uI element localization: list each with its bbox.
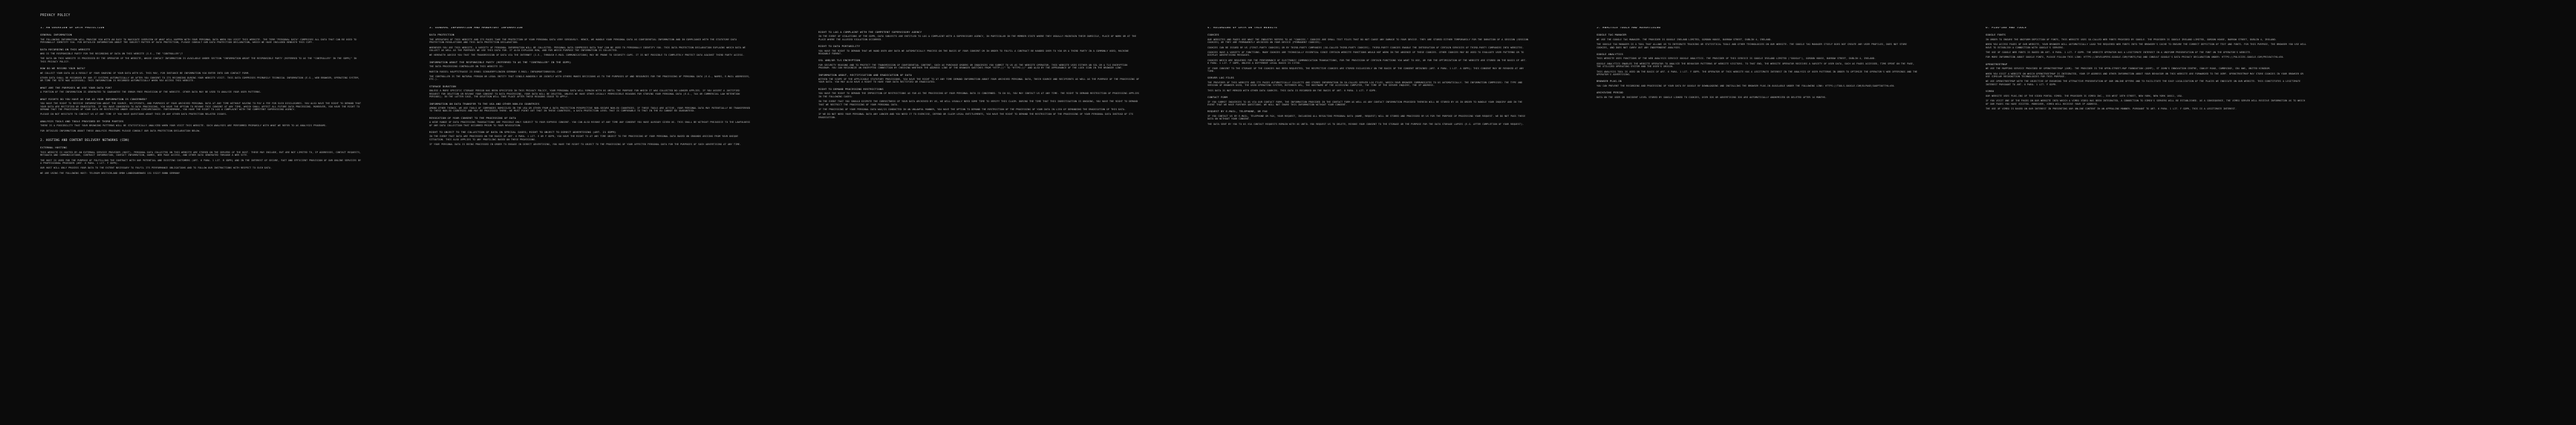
paragraph: THE DATA PROCESSING CONTROLLER ON THIS WEBSITE IS: [429,65,504,68]
subsection-heading: DATA RECORDING ON THIS WEBSITE [40,47,91,51]
paragraph: FOR DETAILED INFORMATION ABOUT THESE ANALYSIS PROGRAMS PLEASE CONSULT OUR DATA PROTECTION DECLARATION BELOW. [40,129,201,132]
subsection-heading: INFORMATION ABOUT THE RESPONSIBLE PARTY (REFERRED TO AS THE "CONTROLLER" IN THE GDPR) [429,60,572,64]
paragraph: IF YOU SUBMIT INQUIRIES TO US VIA OUR CONTACT FORM, THE INFORMATION PROVIDED IN THE CONTACT FORM AS WELL AS ANY CONTACT INFORMATION PROVIDED THEREIN WILL BE STORED BY US IN ORDER TO HANDLE YOUR INQUIRY AND IN THE EVENT THAT WE HAVE FURTHER QUESTIONS. WE WILL NOT SHARE THIS INFORMATION WITHOUT YOUR CONSENT. [1208,100,1523,106]
paragraph: WHEN YOU ACCESS PAGES OF OUR WEBSITE, YOUR BROWSER WILL AUTOMATICALLY LOAD THE REQUIRED WEB FONTS INTO THE BROWSER'S CACHE TO ENSURE THE CORRECT DEPICTION OF TEXT AND FONTS. FOR THIS PURPOSE, THE BROWSER YOU USE WILL HAVE TO ESTABLISH A CONNECTION WITH GOOGLE'S SERVERS. [1986,43,2307,49]
paragraph: AMONG OTHER THINGS, WE USE TOOLS OF COMPANIES DOMICILED IN THE USA OR OTHER FROM A DATA PROTECTION PERSPECTIVE NON-SECURE NON-EU COUNTRIES. IF THESE TOOLS ARE ACTIVE, YOUR PERSONAL DATA MAY POTENTIALLY BE TRANSFERRED TO THESE NON-EU COUNTRIES AND MAY BE PROCESSED THERE. WE MUST POINT OUT THAT IN THESE COUNTRIES, A DATA PROTECTION LEVEL THAT IS COMPARABLE TO THAT IN THE EU CANNOT BE GUARANTEED. [429,106,751,113]
paragraph: THIS WEBSITE IS HOSTED BY AN EXTERNAL SERVICE PROVIDER (HOST). PERSONAL DATA COLLECTED ON THIS WEBSITE ARE STORED ON THE SERVERS OF THE HOST. THESE MAY INCLUDE, BUT ARE NOT LIMITED TO, IP ADDRESSES, CONTACT REQUESTS, METADATA AND COMMUNICATIONS, CONTRACT INFORMATION, CONTACT INFORMATION, NAMES, WEB PAGE ACCESS, AND OTHER DATA GENERATED THROUGH A WEB SITE. [40,150,362,157]
paragraph: WE ARE USING THE FOLLOWING HOST: TELEKOM DEUTSCHLAND GMBH LANDGRABENWEG 151 53227 BONN GERMANY [40,171,180,175]
section-heading: 4. RECORDING OF DATA ON THIS WEBSITE [1208,27,1278,30]
paragraph: COOKIES HAVE A VARIETY OF FUNCTIONS. MANY COOKIES ARE TECHNICALLY ESSENTIAL SINCE CERTAIN WEBSITE FUNCTIONS WOULD NOT WORK IN THE ABSENCE OF THESE COOKIES. OTHER COOKIES MAY BE USED TO EVALUATE USER PATTERNS OR TO DISPLAY ADVERTISING MESSAGES. [1208,51,1524,57]
paragraph: THE CONTROLLER IS THE NATURAL PERSON OR LEGAL ENTITY THAT SINGLE-HANDEDLY OR JOINTLY WITH OTHERS MAKES DECISIONS AS TO THE PURPOSES OF AND RESOURCES FOR THE PROCESSING OF PERSONAL DATA (E.G., NAMES, E-MAIL ADDRESSES, ETC.). [429,75,751,81]
paragraph: WE USE OPENSTREETMAP WITH THE OBJECTIVE OF ENSURING THE ATTRACTIVE PRESENTATION OF OUR ONLINE OFFERS AND TO FACILITATE THE EASY LOCALIZATION OF THE PLACES WE INDICATE ON OUR WEBSITE. THIS CONSTITUTES A LEGITIMATE INTEREST PURSUANT TO ART. 6 PARA. 1 LIT. F GDPR. [1986,80,2301,86]
subsection-heading: RIGHT TO OBJECT TO THE COLLECTION OF DATA IN SPECIAL CASES; RIGHT TO OBJECT TO DIRECT ADVERTISING (ART. 21 GDPR) [429,130,616,134]
policy-section [1986,27,2308,117]
policy-column [1986,27,2308,420]
subsection-heading: HOW DO WE RECORD YOUR DATA? [40,66,86,70]
subsection-heading: SSL AND/OR TLS ENCRYPTION [818,58,861,62]
paragraph: WE HEREWITH ADVISE YOU THAT THE TRANSMISSION OF DATA VIA THE INTERNET (I.E., THROUGH E-MAIL COMMUNICATIONS) MAY BE PRONE TO SECURITY GAPS. IT IS NOT POSSIBLE TO COMPLETELY PROTECT DATA AGAINST THIRD PARTY ACCESS. [429,54,745,57]
subsection-heading: ARCHIVING PERIOD [1597,91,1623,95]
section-heading: 6. PLUG-INS AND TOOLS [1986,27,2027,30]
paragraph: WHO IS THE RESPONSIBLE PARTY FOR THE RECORDING OF DATA ON THIS WEBSITE (I.E., THE "CONTROLLER")? [40,52,183,56]
paragraph: IF THE PROCESSING OF YOUR PERSONAL DATA WAS/IS CONDUCTED IN AN UNLAWFUL MANNER, YOU HAVE THE OPTION TO DEMAND THE RESTRICTION OF THE PROCESSING OF YOUR DATA IN LIEU OF DEMANDING THE ERADICATION OF THIS DATA. [818,107,1126,111]
policy-column [1597,27,1919,420]
page-title: PRIVACY POLICY [40,14,70,17]
section-spacer [1986,112,2308,117]
section-heading: 5. ANALYSIS TOOLS AND ADVERTISING [1597,27,1661,30]
paragraph: YOU HAVE THE RIGHT TO DEMAND THAT WE HAND OVER ANY DATA WE AUTOMATICALLY PROCESS ON THE BASIS OF YOUR CONSENT OR IN ORDER TO FULFIL A CONTRACT BE HANDED OVER TO YOU OR A THIRD PARTY IN A COMMONLY USED, MACHINE READABLE FORMAT. [818,49,1129,56]
section-spacer [1597,101,1919,106]
paragraph: THE FOLLOWING INFORMATION WILL PROVIDE YOU WITH AN EASY TO NAVIGATE OVERVIEW OF WHAT WILL HAPPEN WITH YOUR PERSONAL DATA WHEN YOU VISIT THIS WEBSITE. THE TERM "PERSONAL DATA" COMPRISES ALL DATA THAT CAN BE USED TO PERSONALLY IDENTIFY YOU. FOR DETAILED INFORMATION ABOUT THE SUBJECT MATTER OF DATA PROTECTION, PLEASE CONSULT OUR DATA PROTECTION DECLARATION, WHICH WE HAVE INCLUDED BENEATH THIS COPY. [40,38,357,44]
paragraph: IF YOUR CONSENT TO THE STORAGE OF THE COOKIES HAS BEEN REQUESTED, THE RESPECTIVE COOKIES ARE STORED EXCLUSIVELY ON THE BASIS OF THE CONSENT OBTAINED (ART. 6 PARA. 1 LIT. A GDPR); THIS CONSENT MAY BE REVOKED AT ANY TIME. [1208,66,1524,73]
section-spacer [1208,128,1529,133]
subsection-heading: WHAT ARE THE PURPOSES WE USE YOUR DATA FOR? [40,85,112,89]
subsection-heading: GOOGLE FONTS [1986,33,2006,37]
policy-section [1597,27,1919,106]
paragraph: OTHER DATA SHALL BE RECORDED BY OUR IT SYSTEMS AUTOMATICALLY OR AFTER YOU CONSENT TO ITS RECORDING DURING YOUR WEBSITE VISIT. THIS DATA COMPRISES PRIMARILY TECHNICAL INFORMATION (E.G., WEB BROWSER, OPERATING SYSTEM, OR TIME THE SITE WAS ACCESSED). THIS INFORMATION IS RECORDED AUTOMATICALLY WHEN YOU ACCESS THIS WEBSITE. [40,77,360,83]
subsection-heading: REQUEST BY E-MAIL, TELEPHONE, OR FAX [1208,109,1268,113]
paragraph: WE USE THE GOOGLE TAG MANAGER. THE PROVIDER IS GOOGLE IRELAND LIMITED, GORDON HOUSE, BARROW STREET, DUBLIN 4, IRELAND. [1597,38,1772,41]
paragraph: A WIDE RANGE OF DATA PROCESSING TRANSACTIONS ARE POSSIBLE ONLY SUBJECT TO YOUR EXPRESS CONSENT. YOU CAN ALSO REVOKE AT ANY TIME ANY CONSENT YOU HAVE ALREADY GIVEN US. THIS SHALL BE WITHOUT PREJUDICE TO THE LAWFULNESS OF ANY DATA COLLECTION THAT OCCURRED PRIOR TO YOUR REVOCATION. [429,121,751,127]
policy-column [429,27,751,420]
paragraph: IN THE EVENT OF VIOLATIONS OF THE GDPR, DATA SUBJECTS ARE ENTITLED TO LOG A COMPLAINT WITH A SUPERVISORY AGENCY, IN PARTICULAR IN THE MEMBER STATE WHERE THEY USUALLY MAINTAIN THEIR DOMICILE, PLACE OF WORK OR AT THE PLACE WHERE THE ALLEGED VIOLATION OCCURRED. [818,35,1136,41]
paragraph: WE USE THE MAPPING SERVICE PROVIDED BY OPENSTREETMAP (OSM). THE PROVIDER IS THE OPEN-STREET-MAP FOUNDATION (OSMF), ST JOHN'S INNOVATION CENTRE, COWLEY ROAD, CAMBRIDGE, CB4 0WS, UNITED KINGDOM. [1986,67,2271,70]
paragraph: WHENEVER YOU USE THIS WEBSITE, A VARIETY OF PERSONAL INFORMATION WILL BE COLLECTED. PERSONAL DATA COMPRISES DATA THAT CAN BE USED TO PERSONALLY IDENTIFY YOU. THIS DATA PROTECTION DECLARATION EXPLAINS WHICH DATA WE COLLECT AS WELL AS THE PURPOSES WE USE THIS DATA FOR. IT ALSO EXPLAINS HOW, AND FOR WHICH PURPOSE THE INFORMATION IS COLLECTED. [429,46,746,52]
paragraph: THE USE OF VIMEO IS BASED ON OUR INTEREST IN PRESENTING OUR ONLINE CONTENT IN AN APPEALING MANNER. PURSUANT TO ART. 6 PARA. 1 LIT. F GDPR, THIS IS A LEGITIMATE INTEREST. [1986,107,2237,110]
paragraph: YOU HAVE THE RIGHT TO RECEIVE INFORMATION ABOUT THE SOURCE, RECIPIENTS, AND PURPOSES OF YOUR ARCHIVED PERSONAL DATA AT ANY TIME WITHOUT HAVING TO PAY A FEE FOR SUCH DISCLOSURES. YOU ALSO HAVE THE RIGHT TO DEMAND THAT YOUR DATA ARE RECTIFIED OR ERADICATED. IF YOU HAVE CONSENTED TO DATA PROCESSING, YOU HAVE THE OPTION TO REVOKE THIS CONSENT AT ANY TIME, WHICH SHALL AFFECT ALL FUTURE DATA PROCESSING. MOREOVER, YOU HAVE THE RIGHT TO DEMAND THAT THE PROCESSING OF YOUR DATA BE RESTRICTED UNDER CERTAIN CIRCUMSTANCES. FURTHERMORE, YOU HAVE THE RIGHT TO LOG A COMPLAINT WITH THE COMPETENT SUPERVISING AGENCY. [40,102,362,111]
policy-column [1208,27,1529,420]
subsection-heading: CONTACT FORM [1208,95,1228,99]
policy-column [40,27,362,420]
paragraph: THIS DATA IS NOT MERGED WITH OTHER DATA SOURCES. THIS DATA IS RECORDED ON THE BASIS OF ART. 6 PARA. 1 LIT. F GDPR. [1208,89,1377,92]
paragraph: THE GOOGLE TAG MANAGER IS A TOOL THAT ALLOWS US TO INTEGRATE TRACKING OR STATISTICAL TOOLS AND OTHER TECHNOLOGIES ON OUR WEBSITE. THE GOOGLE TAG MANAGER ITSELF DOES NOT CREATE ANY USER PROFILES, DOES NOT STORE COOKIES, AND DOES NOT CARRY OUT ANY INDEPENDENT ANALYSES. [1597,43,1907,49]
subsection-heading: RIGHT TO LOG A COMPLAINT WITH THE COMPETENT SUPERVISORY AGENCY [818,30,922,34]
paragraph: YOU CAN PREVENT THE RECORDING AND PROCESSING OF YOUR DATA BY GOOGLE BY DOWNLOADING AND INSTALLING THE BROWSER PLUG-IN AVAILABLE UNDER THE FOLLOWING LINK: HTTPS://TOOLS.GOOGLE.COM/DLPAGE/GAOPTOUT?HL=EN. [1597,84,1895,87]
paragraph: COOKIES CAN BE ISSUED BY US (FIRST-PARTY COOKIES) OR BY THIRD-PARTY COMPANIES (SO-CALLED THIRD-PARTY COOKIES). THIRD-PARTY COOKIES ENABLE THE INTEGRATION OF CERTAIN SERVICES OF THIRD-PARTY COMPANIES INTO WEBSITES. [1208,46,1524,49]
paragraph: THE USE OF GOOGLE WEB FONTS IS BASED ON ART. 6 PARA. 1 LIT. F GDPR. THE WEBSITE OPERATOR HAS A LEGITIMATE INTEREST IN A UNIFORM PRESENTATION OF THE FONT ON THE OPERATOR'S WEBSITE. [1986,51,2252,54]
policy-section [40,27,362,140]
subsection-heading: STORAGE DURATION [429,84,456,88]
paragraph: THIS WEBSITE USES FUNCTIONS OF THE WEB ANALYSIS SERVICE GOOGLE ANALYTICS. THE PROVIDER OF THIS SERVICE IS GOOGLE IRELAND LIMITED ("GOOGLE"), GORDON HOUSE, BARROW STREET, DUBLIN 4, IRELAND. [1597,57,1876,60]
paragraph: IN THE EVENT THAT YOU SHOULD DISPUTE THE CORRECTNESS OF YOUR DATA ARCHIVED BY US, WE WILL USUALLY NEED SOME TIME TO VERIFY THIS CLAIM. DURING THE TIME THAT THIS INVESTIGATION IS ONGOING, YOU HAVE THE RIGHT TO DEMAND THAT WE RESTRICT THE PROCESSING OF YOUR PERSONAL DATA. [818,100,1138,106]
policy-section [818,31,1140,126]
paragraph: OUR WEBSITES AND PAGES USE WHAT THE INDUSTRY REFERS TO AS "COOKIES." COOKIES ARE SMALL TEXT FILES THAT DO NOT CAUSE ANY DAMAGE TO YOUR DEVICE. THEY ARE STORED EITHER TEMPORARILY FOR THE DURATION OF A SESSION (SESSION COOKIES) OR THEY ARE PERMANENTLY ARCHIVED ON YOUR DEVICE (PERMANENT COOKIES). [1208,38,1529,44]
subsection-heading: GENERAL INFORMATION [40,33,72,37]
paragraph: OUR HOST WILL ONLY PROCESS YOUR DATA TO THE EXTENT NECESSARY TO FULFIL ITS PERFORMANCE OBLIGATIONS AND TO FOLLOW OUR INSTRUCTIONS WITH RESPECT TO SUCH DATA. [40,167,272,170]
subsection-heading: DATA PROTECTION [429,33,455,37]
paragraph: IF YOUR PERSONAL DATA IS BEING PROCESSED IN ORDER TO ENGAGE IN DIRECT ADVERTISING, YOU HAVE THE RIGHT TO OBJECT TO THE PROCESSING OF YOUR AFFECTED PERSONAL DATA FOR THE PURPOSES OF SUCH ADVERTISING AT ANY TIME. [429,143,741,146]
paragraph: UNLESS A MORE SPECIFIC STORAGE PERIOD HAS BEEN SPECIFIED IN THIS PRIVACY POLICY, YOUR PERSONAL DATA WILL REMAIN WITH US UNTIL THE PURPOSE FOR WHICH IT WAS COLLECTED NO LONGER APPLIES. IF YOU ASSERT A JUSTIFIED REQUEST FOR DELETION OR REVOKE YOUR CONSENT TO DATA PROCESSING, YOUR DATA WILL BE DELETED, UNLESS WE HAVE OTHER LEGALLY PERMISSIBLE REASONS FOR STORING YOUR PERSONAL DATA (E.G., TAX OR COMMERCIAL LAW RETENTION PERIODS); IN THE LATTER CASE, THE DELETION WILL TAKE PLACE AFTER THESE REASONS CEASE TO APPLY. [429,89,740,99]
paragraph: THE DATA SENT BY YOU TO US VIA CONTACT REQUESTS REMAIN WITH US UNTIL YOU REQUEST US TO DELETE, REVOKE YOUR CONSENT TO THE STORAGE OR THE PURPOSE FOR THE DATA STORAGE LAPSES (E.G. AFTER COMPLETION OF YOUR REQUEST). [1208,122,1524,126]
paragraph: THE DATA ON THIS WEBSITE IS PROCESSED BY THE OPERATOR OF THE WEBSITE, WHOSE CONTACT INFORMATION IS AVAILABLE UNDER SECTION "INFORMATION ABOUT THE RESPONSIBLE PARTY (REFERRED TO AS THE "CONTROLLER" IN THE GDPR)" IN THIS PRIVACY POLICY. [40,57,357,63]
section-heading: 3. GENERAL INFORMATION AND MANDATORY INFORMATION [429,27,523,30]
subsection-heading: BROWSER PLUG-IN [1597,79,1622,83]
paragraph: PLEASE DO NOT HESITATE TO CONTACT US AT ANY TIME IF YOU HAVE QUESTIONS ABOUT THIS OR ANY OTHER DATA PROTECTION RELATED ISSUES. [40,113,227,116]
paragraph: OUR WEBSITE USES PLUG-INS OF THE VIDEO PORTAL VIMEO. THE PROVIDER IS VIMEO INC., 555 WEST 18TH STREET, NEW YORK, NEW YORK 10011, USA. [1986,94,2184,97]
subsection-heading: EXTERNAL HOSTING [40,146,67,150]
policy-column [818,27,1140,420]
paragraph: IF WE DO NOT NEED YOUR PERSONAL DATA ANY LONGER AND YOU NEED IT TO EXERCISE, DEFEND OR CLAIM LEGAL ENTITLEMENTS, YOU HAVE THE RIGHT TO DEMAND THE RESTRICTION OF THE PROCESSING OF YOUR PERSONAL DATA INSTEAD OF ITS ERADICATION. [818,113,1134,119]
subsection-heading: VIMEO [1986,89,1994,93]
subsection-heading: SERVER LOG FILES [1208,76,1234,80]
subsection-heading: WHAT RIGHTS DO YOU HAVE AS FAR AS YOUR INFORMATION IS CONCERNED? [40,97,148,101]
subsection-heading: INFORMATION ABOUT, RECTIFICATION AND ERADICATION OF DATA [818,73,912,77]
paragraph: IN ORDER TO ENSURE THE UNIFORM DEPICTION OF FONTS, THIS WEBSITE USES SO-CALLED WEB FONTS PROVIDED BY GOOGLE. THE PROVIDER IS GOOGLE IRELAND LIMITED, GORDON HOUSE, BARROW STREET, DUBLIN 4, IRELAND. [1986,38,2277,41]
section-spacer [818,121,1140,126]
paragraph: IN THE EVENT THAT DATA ARE PROCESSED ON THE BASIS OF ART. 6 PARA. 1 LIT. E OR F GDPR, YOU HAVE THE RIGHT TO AT ANY TIME OBJECT TO THE PROCESSING OF YOUR PERSONAL DATA BASED ON GROUNDS ARISING FROM YOUR UNIQUE SITUATION. THIS ALSO APPLIES TO ANY PROFILING BASED ON THESE PROVISIONS. [429,135,739,141]
section-spacer [40,177,362,182]
paragraph: IF YOU VISIT ONE OF THE PAGES ON OUR WEBSITE INTO WHICH A VIMEO VIDEO HAS BEEN INTEGRATED, A CONNECTION TO VIMEO'S SERVERS WILL BE ESTABLISHED. AS A CONSEQUENCE, THE VIMEO SERVER WILL RECEIVE INFORMATION AS TO WHICH OF OUR PAGES YOU HAVE VISITED. MOREOVER, VIMEO WILL RECEIVE YOUR IP ADDRESS. [1986,99,2305,105]
paragraph: IF YOU CONTACT US BY E-MAIL, TELEPHONE OR FAX, YOUR REQUEST, INCLUDING ALL RESULTING PERSONAL DATA (NAME, REQUEST) WILL BE STORED AND PROCESSED BY US FOR THE PURPOSE OF PROCESSING YOUR REQUEST. WE DO NOT PASS THESE DATA ON WITHOUT YOUR CONSENT. [1208,114,1525,121]
subsection-heading: RIGHT TO DATA PORTABILITY [818,44,861,48]
subsection-heading: GOOGLE TAG MANAGER [1597,33,1627,37]
section-spacer [429,148,751,154]
subsection-heading: RIGHT TO DEMAND PROCESSING RESTRICTIONS [818,87,883,91]
paragraph: DATA ON THE USER OR INCIDENT LEVEL STORED BY GOOGLE LINKED TO COOKIES, USER IDS OR ADVERTISING IDS ARE AUTOMATICALLY ANONYMIZED OR DELETED AFTER 14 MONTHS. [1597,95,1827,99]
subsection-heading: REVOCATION OF YOUR CONSENT TO THE PROCESSING OF DATA [429,115,517,120]
paragraph: WE COLLECT YOUR DATA AS A RESULT OF YOUR SHARING OF YOUR DATA WITH US. THIS MAY, FOR INSTANCE BE INFORMATION YOU ENTER INTO OUR CONTACT FORM. [40,71,250,75]
subsection-heading: ANALYSIS TOOLS AND TOOLS PROVIDED BY THIRD PARTIES [40,119,124,123]
paragraph: WHEN YOU VISIT A WEBSITE ON WHICH OPENSTREETMAP IS INTEGRATED, YOUR IP ADDRESS AND OTHER INFORMATION ABOUT YOUR BEHAVIOR ON THIS WEBSITE ARE FORWARDED TO THE OSMF. OPENSTREETMAP MAY STORE COOKIES IN YOUR BROWSER OR USE SIMILAR RECOGNITION TECHNOLOGIES FOR THIS PURPOSE. [1986,72,2304,79]
section-heading: 2. HOSTING AND CONTENT DELIVERY NETWORKS (CDN) [40,138,130,142]
paragraph: GOOGLE ANALYTICS ENABLES THE WEBSITE OPERATOR TO ANALYZE THE BEHAVIOR PATTERNS OF WEBSITE VISITORS. TO THAT END, THE WEBSITE OPERATOR RECEIVES A VARIETY OF USER DATA, SUCH AS PAGES ACCESSED, TIME SPENT ON THE PAGE, THE UTILIZED OPERATING SYSTEM AND THE USER'S ORIGIN. [1597,62,1915,68]
paragraph: FOR SECURITY REASONS AND TO PROTECT THE TRANSMISSION OF CONFIDENTIAL CONTENT, SUCH AS PURCHASE ORDERS OR INQUIRIES YOU SUBMIT TO US AS THE WEBSITE OPERATOR, THIS WEBSITE USES EITHER AN SSL OR A TLS ENCRYPTION PROGRAM. YOU CAN RECOGNIZE AN ENCRYPTED CONNECTION BY CHECKING WHETHER THE ADDRESS LINE OF THE BROWSER SWITCHES FROM "HTTP://" TO "HTTPS://" AND ALSO BY THE APPEARANCE OF THE LOCK ICON IN THE BROWSER LINE. [818,63,1128,70]
paragraph: YOU HAVE THE RIGHT TO DEMAND THE IMPOSITION OF RESTRICTIONS AS FAR AS THE PROCESSING OF YOUR PERSONAL DATA IS CONCERNED. TO DO SO, YOU MAY CONTACT US AT ANY TIME. THE RIGHT TO DEMAND RESTRICTION OF PROCESSING APPLIES IN THE FOLLOWING CASES: [818,92,1140,98]
paragraph: THE HOST IS USED FOR THE PURPOSE OF FULFILLING THE CONTRACT WITH OUR POTENTIAL AND EXISTING CUSTOMERS (ART. 6 PARA. 1 LIT. B GDPR) AND IN THE INTEREST OF SECURE, FAST AND EFFICIENT PROVISION OF OUR ONLINE SERVICES BY A PROFESSIONAL PROVIDER (ART. 6 PARA. 1 LIT. F GDPR). [40,158,362,164]
paragraph: THIS ANALYSIS TOOL IS USED ON THE BASIS OF ART. 6 PARA. 1 LIT. F GDPR. THE OPERATOR OF THIS WEBSITE HAS A LEGITIMATE INTEREST IN THE ANALYSIS OF USER PATTERNS IN ORDER TO OPTIMIZE THE OPERATOR'S WEB OFFERINGS AND THE OPERATOR'S ADVERTISING. [1597,70,1918,77]
policy-section [429,27,751,154]
paragraph: THERE IS A POSSIBILITY THAT YOUR BROWSING PATTERNS WILL BE STATISTICALLY ANALYZED WHEN YOUR VISIT THIS WEBSITE. SUCH ANALYSES ARE PERFORMED PRIMARILY WITH WHAT WE REFER TO AS ANALYSIS PROGRAMS. [40,124,327,128]
paragraph: FOR MORE INFORMATION ABOUT GOOGLE FONTS, PLEASE FOLLOW THIS LINK: HTTPS://DEVELOPERS.GOOGLE.COM/FONTS/FAQ AND CONSULT GOOGLE'S DATA PRIVACY DECLARATION UNDER: HTTPS://POLICIES.GOOGLE.COM/PRIVACY?HL=EN. [1986,56,2284,59]
subsection-heading: COOKIES [1208,33,1220,37]
paragraph: A PORTION OF THE INFORMATION IS GENERATED TO GUARANTEE THE ERROR FREE PROVISION OF THE WEBSITE. OTHER DATA MAY BE USED TO ANALYZE YOUR USER PATTERNS. [40,91,262,94]
policy-section [1208,27,1529,133]
subsection-heading: GOOGLE ANALYTICS [1597,52,1623,56]
paragraph: THE PROVIDER OF THIS WEBSITE AND ITS PAGES AUTOMATICALLY COLLECTS AND STORES INFORMATION IN SO-CALLED SERVER LOG FILES, WHICH YOUR BROWSER COMMUNICATES TO US AUTOMATICALLY. THE INFORMATION COMPRISES: THE TYPE AND VERSION OF BROWSER USED, THE USED OPERATING SYSTEM, REFERRER URL, THE HOSTNAME OF THE ACCESSING COMPUTER, THE TIME OF THE SERVER INQUIRY, THE IP ADDRESS. [1208,81,1523,87]
section-heading: 1. AN OVERVIEW OF DATA PROTECTION [40,27,105,30]
paragraph: MARTIN ROSSEL HAUPTSTRASSE 23 89081 SCHNUERPFLINGEN GERMANY E-MAIL: INFO@MARTINROSSEL.COM [429,70,562,73]
policy-section [40,140,362,182]
paragraph: COOKIES WHICH ARE REQUIRED FOR THE PERFORMANCE OF ELECTRONIC COMMUNICATION TRANSACTIONS, FOR THE PROVISION OF CERTAIN FUNCTIONS YOU WANT TO USE, OR FOR THE OPTIMIZATION OF THE WEBSITE ARE STORED ON THE BASIS OF ART. 6 PARA. 1 LIT. F GDPR, UNLESS A DIFFERENT LEGAL BASIS IS CITED. [1208,58,1527,65]
subsection-heading: INFORMATION ON DATA TRANSFER TO THE USA AND OTHER NON-EU COUNTRIES [429,101,540,105]
paragraph: THE OPERATORS OF THIS WEBSITE AND ITS PAGES TAKE THE PROTECTION OF YOUR PERSONAL DATA VERY SERIOUSLY. HENCE, WE HANDLE YOUR PERSONAL DATA AS CONFIDENTIAL INFORMATION AND IN COMPLIANCE WITH THE STATUTORY DATA PROTECTION REGULATIONS AND THIS DATA PROTECTION DECLARATION. [429,38,737,44]
subsection-heading: OPENSTREETMAP [1986,62,2008,66]
paragraph: WITHIN THE SCOPE OF THE APPLICABLE STATUTORY PROVISIONS, YOU HAVE THE RIGHT TO AT ANY TIME DEMAND INFORMATION ABOUT YOUR ARCHIVED PERSONAL DATA, THEIR SOURCE AND RECIPIENTS AS WELL AS THE PURPOSE OF THE PROCESSING OF YOUR DATA. YOU MAY ALSO HAVE A RIGHT TO HAVE YOUR DATA RECTIFIED OR ERADICATED. [818,78,1140,84]
